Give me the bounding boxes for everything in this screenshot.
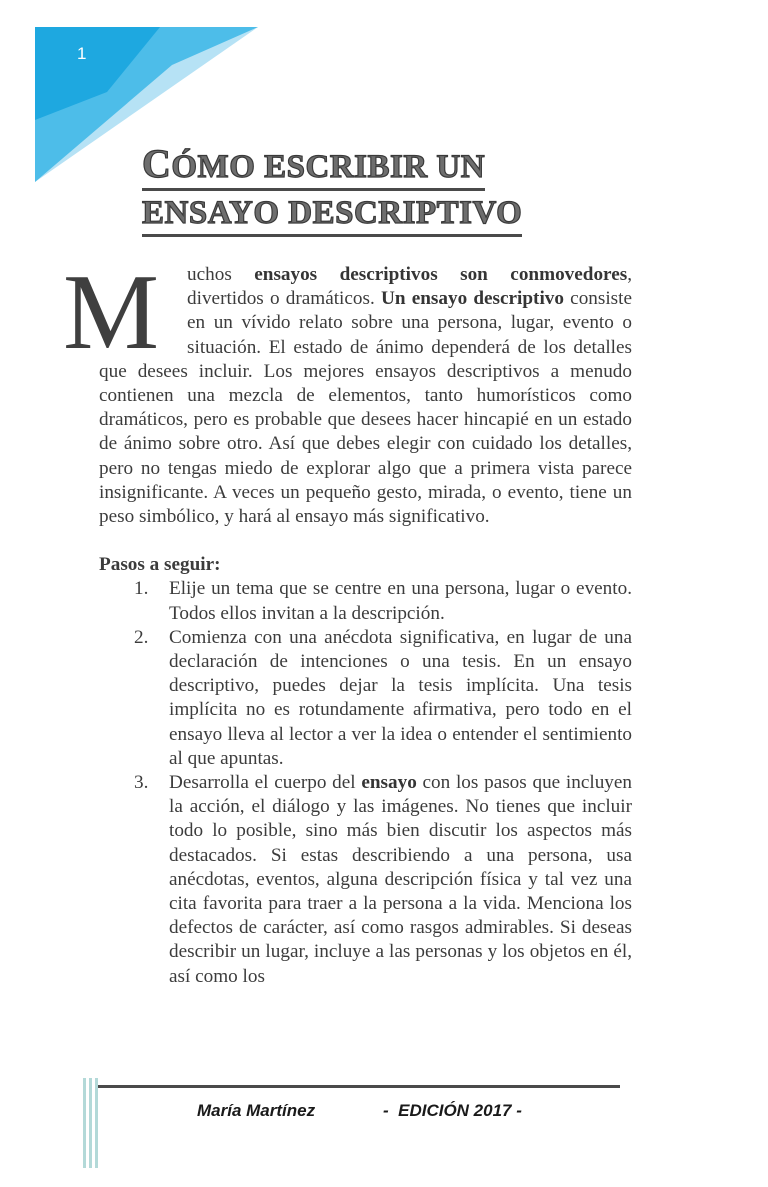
step-number: 2.: [134, 626, 149, 648]
drop-cap: M: [63, 253, 160, 372]
intro-text: , divertidos o dramáticos.: [187, 264, 632, 310]
footer-edition: - EDICIÓN 2017 -: [383, 1101, 522, 1120]
step-text: Desarrolla el cuerpo del: [169, 772, 362, 794]
title-line-1-text: ÓMO ESCRIBIR UN: [171, 149, 486, 185]
intro-bold-text: Un ensayo descriptivo: [380, 288, 564, 310]
step-text: Comienza con una anécdota significativa, en lugar de una declaración de intenciones o una tesis. En un ensayo descriptivo, puedes dejar la tesis implícita. Una tesis implícita no es rotundamente afirmativa, pero todo en el ensayo lleva al lector a ver la idea o entender el sentimiento al que apuntas.: [169, 626, 632, 769]
step-number: 3.: [134, 772, 149, 794]
intro-paragraph: [63, 253, 632, 529]
step-item: [99, 626, 632, 771]
footer-bar: [83, 1078, 86, 1168]
step-text: Elije un tema que se centre en una persona, lugar o evento. Todos ellos invitan a la descripción.: [169, 578, 632, 624]
steps-heading: Pasos a seguir:: [99, 554, 221, 576]
step-item: [99, 577, 632, 625]
title-line-2: ENSAYO DESCRIPTIVO: [142, 193, 522, 237]
footer-bar: [95, 1078, 98, 1168]
step-text: con los pasos que incluyen la acción, el diálogo y las imágenes. No tienes que incluir todo lo posible, sino más bien discutir los aspectos más destacados. Si estas describiendo a una persona, usa anécdotas, eventos, alguna descripción física y tal vez una cita favorita para traer a la persona a la vida. Menciona los defectos de carácter, así como rasgos admirables. Si deseas describir un lugar, incluye a las personas y los objetos en él, así como los: [169, 772, 632, 987]
footer-vertical-bars: [83, 1078, 99, 1168]
intro-text: consiste en un vívido relato sobre una persona, lugar, evento o situación. El estado de ánimo dependerá de los detalles que desees incluir. Los mejores ensayos descriptivos a menudo contienen una mezcla de elementos, tanto humorísticos como dramáticos, pero es probable que desees hacer hincapié en un estado de ánimo sobre otro. Así que debes elegir con cuidado los detalles, pero no tengas miedo de explorar algo que a primera vista parece insignificante. A veces un pequeño gesto, mirada, o evento, tiene un peso simbólico, y hará al ensayo más significativo.: [99, 288, 632, 528]
step-number: 1.: [134, 578, 149, 600]
footer-rule: [98, 1085, 620, 1088]
page-title: [142, 143, 582, 239]
step-bold-text: ensayo: [361, 772, 417, 794]
document-body: [63, 253, 632, 989]
title-line-1: [142, 143, 485, 191]
steps-list: [99, 577, 632, 988]
title-initial: C: [142, 141, 172, 186]
step-item: [99, 771, 632, 989]
intro-bold-text: ensayos descriptivos son conmovedores: [254, 264, 628, 285]
footer-author: María Martínez: [197, 1101, 316, 1120]
page-number: 1: [77, 44, 87, 63]
intro-text: uchos: [187, 264, 255, 285]
footer-bar: [89, 1078, 92, 1168]
